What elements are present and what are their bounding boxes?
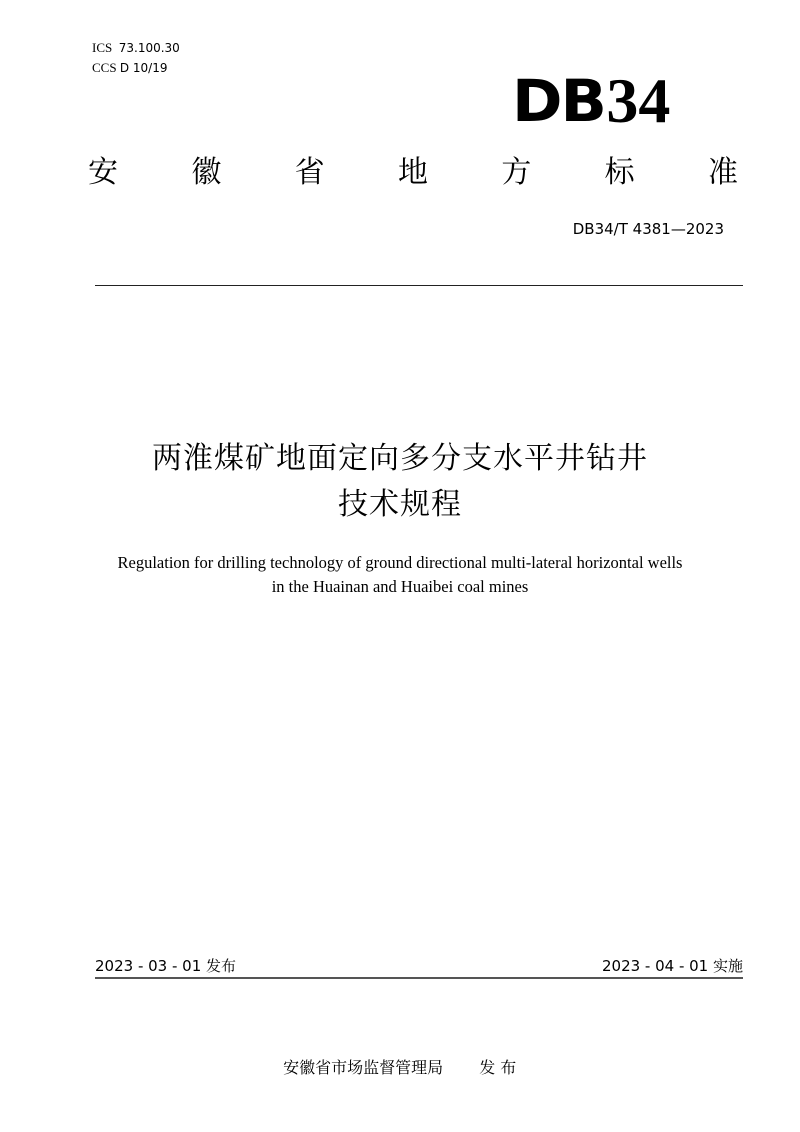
standard-type-char: 安 [88, 155, 118, 190]
ccs-value: D 10/19 [119, 61, 168, 75]
chinese-title-line1: 两淮煤矿地面定向多分支水平井钻井 [152, 441, 648, 476]
standard-type-char: 徽 [191, 155, 222, 190]
english-title [0, 551, 800, 599]
standard-type-char: 标 [604, 155, 635, 190]
standard-type-char: 地 [397, 155, 428, 190]
standard-type-char: 准 [707, 155, 738, 190]
chinese-title [0, 436, 800, 528]
standard-type-heading [88, 152, 738, 194]
implement-date: 2023 - 04 - 01 实施 [601, 957, 743, 975]
logo-number: 34 [606, 65, 671, 136]
footer-divider [95, 977, 743, 979]
chinese-title-line2: 技术规程 [338, 487, 462, 522]
ics-label: ICS [92, 40, 113, 55]
classification-codes [92, 38, 180, 78]
standard-type-char: 方 [501, 155, 532, 190]
english-title-line1: Regulation for drilling technology of ground directional multi-lateral horizontal wells [117, 553, 683, 572]
ics-row [92, 38, 180, 58]
db34-logo [512, 65, 671, 136]
issuer-action: 发 布 [479, 1058, 517, 1077]
english-title-line2: in the Huainan and Huaibei coal mines [271, 577, 529, 596]
header-divider [95, 285, 743, 286]
ics-value: 73.100.30 [118, 41, 180, 55]
standard-code: DB34/T 4381—2023 [572, 220, 724, 238]
publish-date: 2023 - 03 - 01 发布 [95, 957, 237, 975]
ccs-label: CCS [92, 60, 117, 75]
issuer-line [273, 1035, 516, 1079]
issuer-name: 安徽省市场监督管理局 [283, 1058, 444, 1077]
dates-row [95, 956, 743, 976]
standard-type-char: 省 [294, 155, 325, 190]
ccs-row [92, 58, 180, 78]
logo-letters: DB [512, 67, 605, 135]
